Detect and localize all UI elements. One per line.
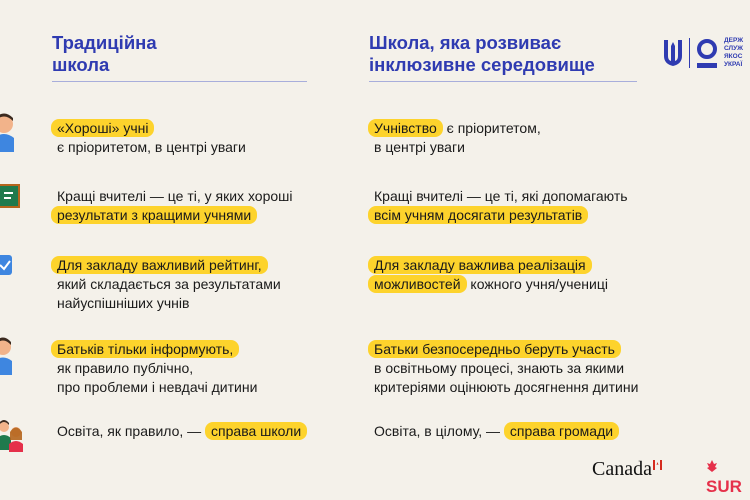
trident-icon xyxy=(662,38,684,68)
chalkboard-icon xyxy=(0,184,22,212)
row2-inclusive-text xyxy=(374,187,674,225)
highlighted-text: Батьків тільки інформують, xyxy=(51,340,239,358)
highlighted-text: «Хороші» учні xyxy=(51,119,154,137)
traditional-school-heading xyxy=(52,32,312,76)
highlighted-text: результати з кращими учнями xyxy=(51,206,257,224)
body-text: Кращі вчителі — це ті, у яких хороші xyxy=(57,188,293,204)
heading-underline xyxy=(369,81,637,82)
surge-logo xyxy=(706,457,750,497)
body-text: який складається за результатами xyxy=(57,276,281,292)
heading-line: Традиційна xyxy=(52,32,157,53)
service-logo xyxy=(662,36,750,72)
row5-inclusive-text xyxy=(374,422,674,441)
heading-line: школа xyxy=(52,54,110,75)
body-text: критеріями оцінюють досягнення дитини xyxy=(374,379,639,395)
highlighted-text: Для закладу важлива реалізація xyxy=(368,256,592,274)
surge-wordmark: SUR xyxy=(706,477,742,496)
heading-line: інклюзивне середовище xyxy=(369,54,595,75)
surge-leaf-icon xyxy=(706,459,718,473)
body-text: є пріоритетом, xyxy=(442,120,541,136)
student-icon xyxy=(0,112,20,152)
heading-line: Школа, яка розвиває xyxy=(369,32,562,53)
canada-flag-icon xyxy=(653,460,662,470)
row3-traditional-text xyxy=(57,256,327,313)
body-text: в освітньому процесі, знають за якими xyxy=(374,360,625,376)
row4-traditional-text xyxy=(57,340,327,397)
highlighted-text: Учнівство xyxy=(368,119,443,137)
body-text: Освіта, в цілому, — xyxy=(374,423,504,439)
highlighted-text: всім учням досягати результатів xyxy=(368,206,588,224)
highlighted-text: Для закладу важливий рейтинг, xyxy=(51,256,268,274)
parent-icon xyxy=(0,335,20,375)
inclusive-school-heading xyxy=(369,32,649,76)
logo-separator xyxy=(689,38,690,68)
logo-text-line: СЛУЖ xyxy=(724,45,744,52)
logo-text xyxy=(724,37,743,69)
highlighted-text: Батьки безпосередньо беруть участь xyxy=(368,340,621,358)
body-text: є пріоритетом, в центрі уваги xyxy=(57,139,246,155)
body-text: в центрі уваги xyxy=(374,139,465,155)
body-text: кожного учня/учениці xyxy=(466,276,608,292)
row3-inclusive-text xyxy=(374,256,674,294)
body-text: Освіта, як правило, — xyxy=(57,423,206,439)
community-icon xyxy=(0,418,24,452)
body-text: про проблеми і невдачі дитини xyxy=(57,379,258,395)
body-text: як правило публічно, xyxy=(57,360,194,376)
quality-mark-icon xyxy=(695,38,719,70)
logo-text-line: ЯКОС xyxy=(724,53,743,60)
logo-text-line: ДЕРЖ xyxy=(724,37,744,44)
highlighted-text: справа школи xyxy=(205,422,307,440)
row1-inclusive-text xyxy=(374,119,674,157)
checkbox-icon xyxy=(0,255,14,277)
row5-traditional-text xyxy=(57,422,327,441)
highlighted-text: справа громади xyxy=(504,422,619,440)
canada-wordmark: Canada xyxy=(592,458,652,480)
heading-underline xyxy=(52,81,307,82)
row2-traditional-text xyxy=(57,187,327,225)
body-text: Кращі вчителі — це ті, які допомагають xyxy=(374,188,628,204)
canada-logo xyxy=(592,458,662,481)
body-text: найуспішніших учнів xyxy=(57,295,190,311)
logo-text-line: УКРАЇ xyxy=(724,61,743,68)
highlighted-text: можливостей xyxy=(368,275,467,293)
row1-traditional-text xyxy=(57,119,327,157)
row4-inclusive-text xyxy=(374,340,674,397)
